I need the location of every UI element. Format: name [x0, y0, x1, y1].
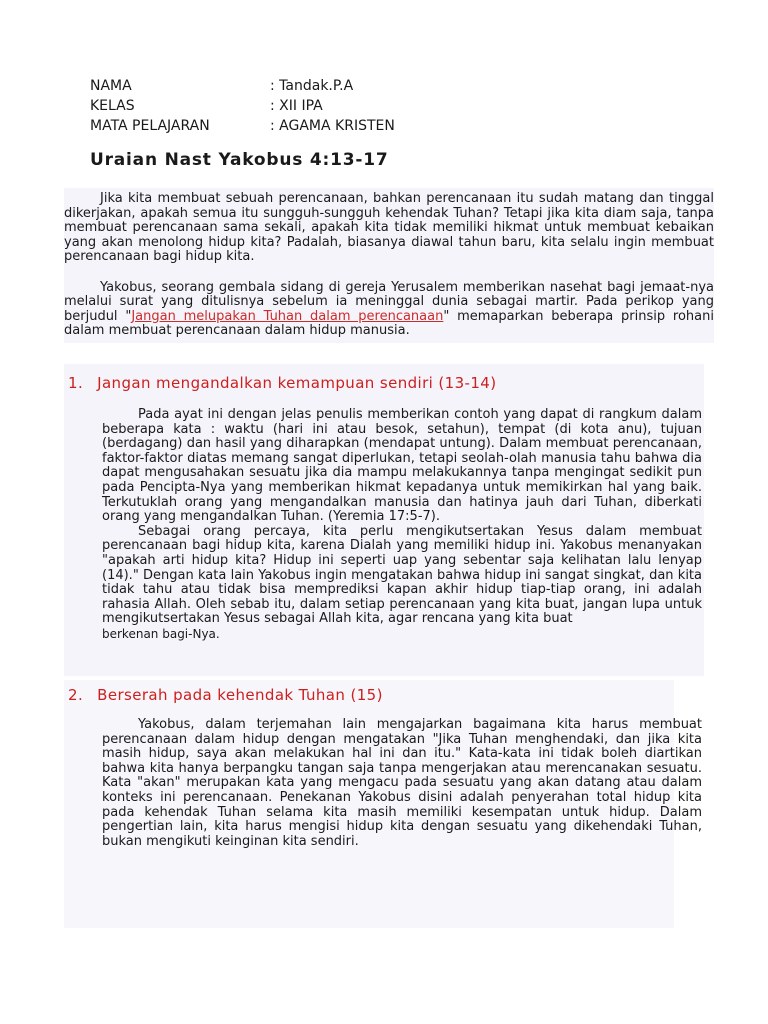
info-label: NAMA [90, 78, 132, 94]
section-paragraph: Yakobus, dalam terjemahan lain mengajarkan bagaimana kita harus membuat perencanaan dalam hidup dengan mengatakan "Jika Tuhan menghendaki, dan jika kita masih hidup, saya akan melakukan hal ini dan itu." Kata-kata ini tidak boleh diartikan bahwa kita hanya berpangku tangan saja tanpa mengerjakan atau merencanakan sesuatu. Kata "akan" merupakan kata yang mengacu pada sesuatu yang akan datang atau dalam konteks ini perencanaan. Penekanan Yakobus disini adalah penyerahan total hidup kita pada kehendak Tuhan selama kita masih memiliki kesempatan untuk hidup. Dalam pengertian lain, kita harus mengisi hidup kita dengan sesuatu yang dikehendaki Tuhan, bukan mengikuti keinginan kita sendiri. [102, 717, 702, 849]
info-label: MATA PELAJARAN [90, 118, 210, 134]
intro-section [64, 188, 714, 343]
intro-text: Yakobus, seorang gembala sidang di gereja Yerusalem memberikan nasehat bagi jemaat-nya melalui surat yang ditulisnya sebelum ia meninggal dunia sebagai martir. Pada perikop yang berjudul " [64, 279, 714, 324]
intro-text: " memaparkan beberapa prinsip rohani dalam membuat perencanaan dalam hidup manusia. [64, 308, 714, 338]
info-row-subject [90, 116, 395, 136]
section-paragraph: Pada ayat ini dengan jelas penulis memberikan contoh yang dapat di rangkum dalam beberapa kata : waktu (hari ini atau besok, setahun), tempat (di kota anu), tujuan (berdagang) dan hasil yang diharapkan (mendapat untung). Dalam membuat perencanaan, faktor-faktor diatas memang sangat diperlukan, tetapi seolah-olah manusia tahu bahwa dia dapat mengusahakan sesuatu jika dia mampu melakukannya tanpa mengingat sedikit pun pada Pencipta-Nya yang memberikan hikmat kepadanya untuk memikirkan hal yang baik. Terkutuklah orang yang mengandalkan manusia dan hatinya jauh dari Tuhan, diberkati orang yang mengandalkan Tuhan. (Yeremia 17:5-7). [102, 407, 702, 525]
document-title: Uraian Nast Yakobus 4:13-17 [90, 150, 389, 170]
info-value: : AGAMA KRISTEN [270, 118, 395, 134]
section-number: 1. [68, 374, 84, 392]
pericope-link[interactable]: Jangan melupakan Tuhan dalam perencanaan [131, 308, 444, 324]
section-heading [68, 374, 497, 392]
info-row-class [90, 96, 395, 116]
student-info [90, 76, 395, 136]
section-body [102, 408, 702, 642]
section-paragraph: Sebagai orang percaya, kita perlu mengikutsertakan Yesus dalam membuat perencanaan bagi hidup kita, karena Dialah yang memiliki hidup ini. Yakobus menanyakan "apakah arti hidup kita? Hidup ini seperti uap yang sebentar saja kelihatan lalu lenyap (14)." Dengan kata lain Yakobus ingin mengatakan bahwa hidup ini sangat singkat, dan kita tidak tahu atau tidak bisa memprediksi kapan akhir hidup tiap-tiap orang, ini adalah rahasia Allah. Oleh sebab itu, dalam setiap perencanaan yang kita buat, jangan lupa untuk mengikutsertakan Yesus sebagai Allah kita, agar rencana yang kita buat [102, 523, 702, 627]
info-value: : XII IPA [270, 98, 323, 114]
section-body [102, 718, 702, 849]
section-number: 2. [68, 686, 84, 704]
section-heading [68, 686, 383, 704]
section-paragraph-tail: berkenan bagi-Nya. [102, 626, 220, 641]
section-title: Berserah pada kehendak Tuhan (15) [97, 686, 383, 704]
info-row-name [90, 76, 395, 96]
info-label: KELAS [90, 98, 135, 114]
section-1 [64, 364, 704, 676]
intro-paragraph-1: Jika kita membuat sebuah perencanaan, bahkan perencanaan itu sudah matang dan tinggal dikerjakan, apakah semua itu sungguh-sungguh kehendak Tuhan? Tetapi jika kita diam saja, tanpa membuat perencanaan sama sekali, apakah kita tidak memiliki hikmat untuk membuat kebaikan yang akan menolong hidup kita? Padalah, biasanya diawal tahun baru, kita selalu ingin membuat perencanaan bagi hidup kita. [64, 191, 714, 264]
section-2 [64, 680, 702, 928]
section-title: Jangan mengandalkan kemampuan sendiri (13-14) [97, 374, 497, 392]
intro-paragraph-2 [64, 281, 714, 339]
info-value: : Tandak.P.A [270, 78, 354, 94]
